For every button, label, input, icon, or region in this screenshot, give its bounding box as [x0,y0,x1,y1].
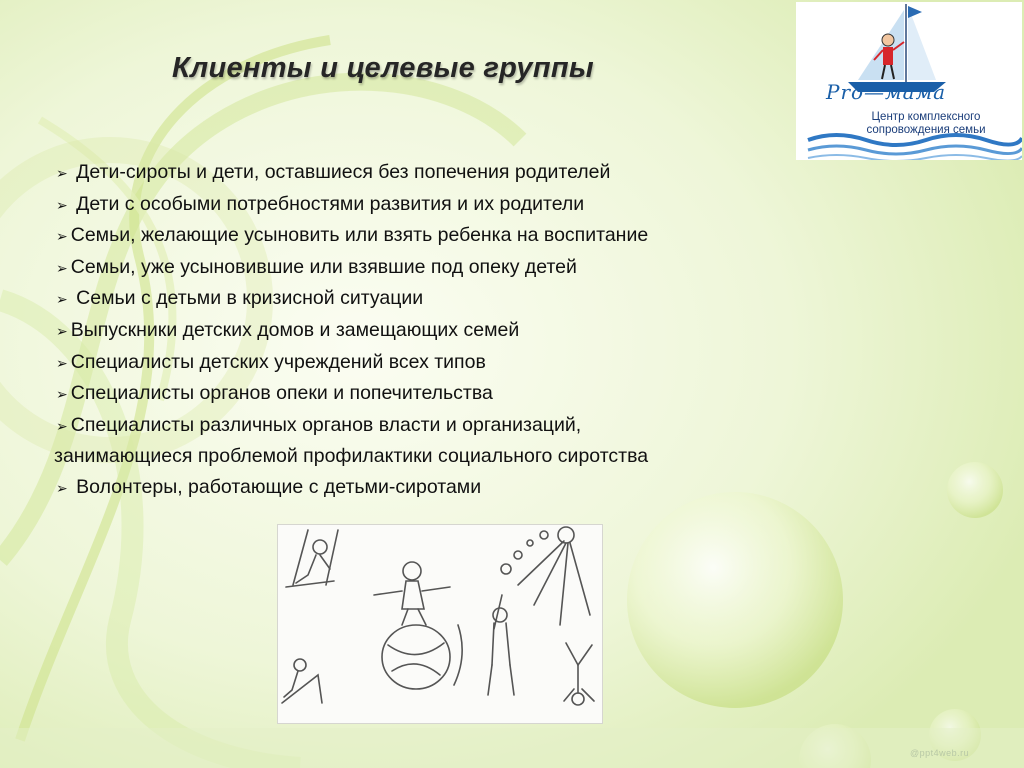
logo-subtitle-line-1: Центр комплексного [871,111,981,123]
list-item: ➢ Семьи с детьми в кризисной ситуации [56,287,424,310]
arrow-bullet-icon: ➢ [56,228,68,245]
organization-logo [796,2,1022,160]
list-item: ➢ Выпускники детских домов и замещающих семей [56,318,520,341]
list-item: ➢ Специалисты органов опеки и попечительства [56,382,493,405]
list-item: ➢ Специалисты детских учреждений всех типов [56,350,486,373]
list-item-continuation: занимающиеся проблемой профилактики социального сиротства [54,445,649,468]
arrow-bullet-icon: ➢ [56,479,68,496]
arrow-bullet-icon: ➢ [56,259,68,276]
arrow-bullet-icon: ➢ [56,196,68,213]
target-groups-list [56,157,856,504]
list-item: ➢ Специалисты различных органов власти и организаций, занимающиеся проблемой профилактики социального сиротства [56,410,856,472]
logo-brand-name: Pro—мама [826,80,947,104]
logo-subtitle-line-2: сопровождения семьи [866,124,986,136]
arrow-bullet-icon: ➢ [56,417,68,434]
watermark: @ppt4web.ru [910,748,970,758]
arrow-bullet-icon: ➢ [56,386,68,403]
list-item: ➢ Семьи, уже усыновившие или взявшие под опеку детей [56,255,577,278]
list-item: ➢ Волонтеры, работающие с детьми-сиротами [56,475,482,498]
list-item: ➢ Дети-сироты и дети, оставшиеся без попечения родителей [56,161,611,183]
list-item: ➢ Дети с особыми потребностями развития и их родители [56,192,585,215]
arrow-bullet-icon: ➢ [56,165,68,181]
list-item: ➢ Семьи, желающие усыновить или взять ребенка на воспитание [56,224,649,247]
children-sketch-illustration [277,524,603,724]
children-playing-sketch [278,525,602,723]
arrow-bullet-icon: ➢ [56,354,68,371]
arrow-bullet-icon: ➢ [56,322,68,339]
arrow-bullet-icon: ➢ [56,291,68,308]
slide-title: Клиенты и целевые группы [172,52,594,84]
